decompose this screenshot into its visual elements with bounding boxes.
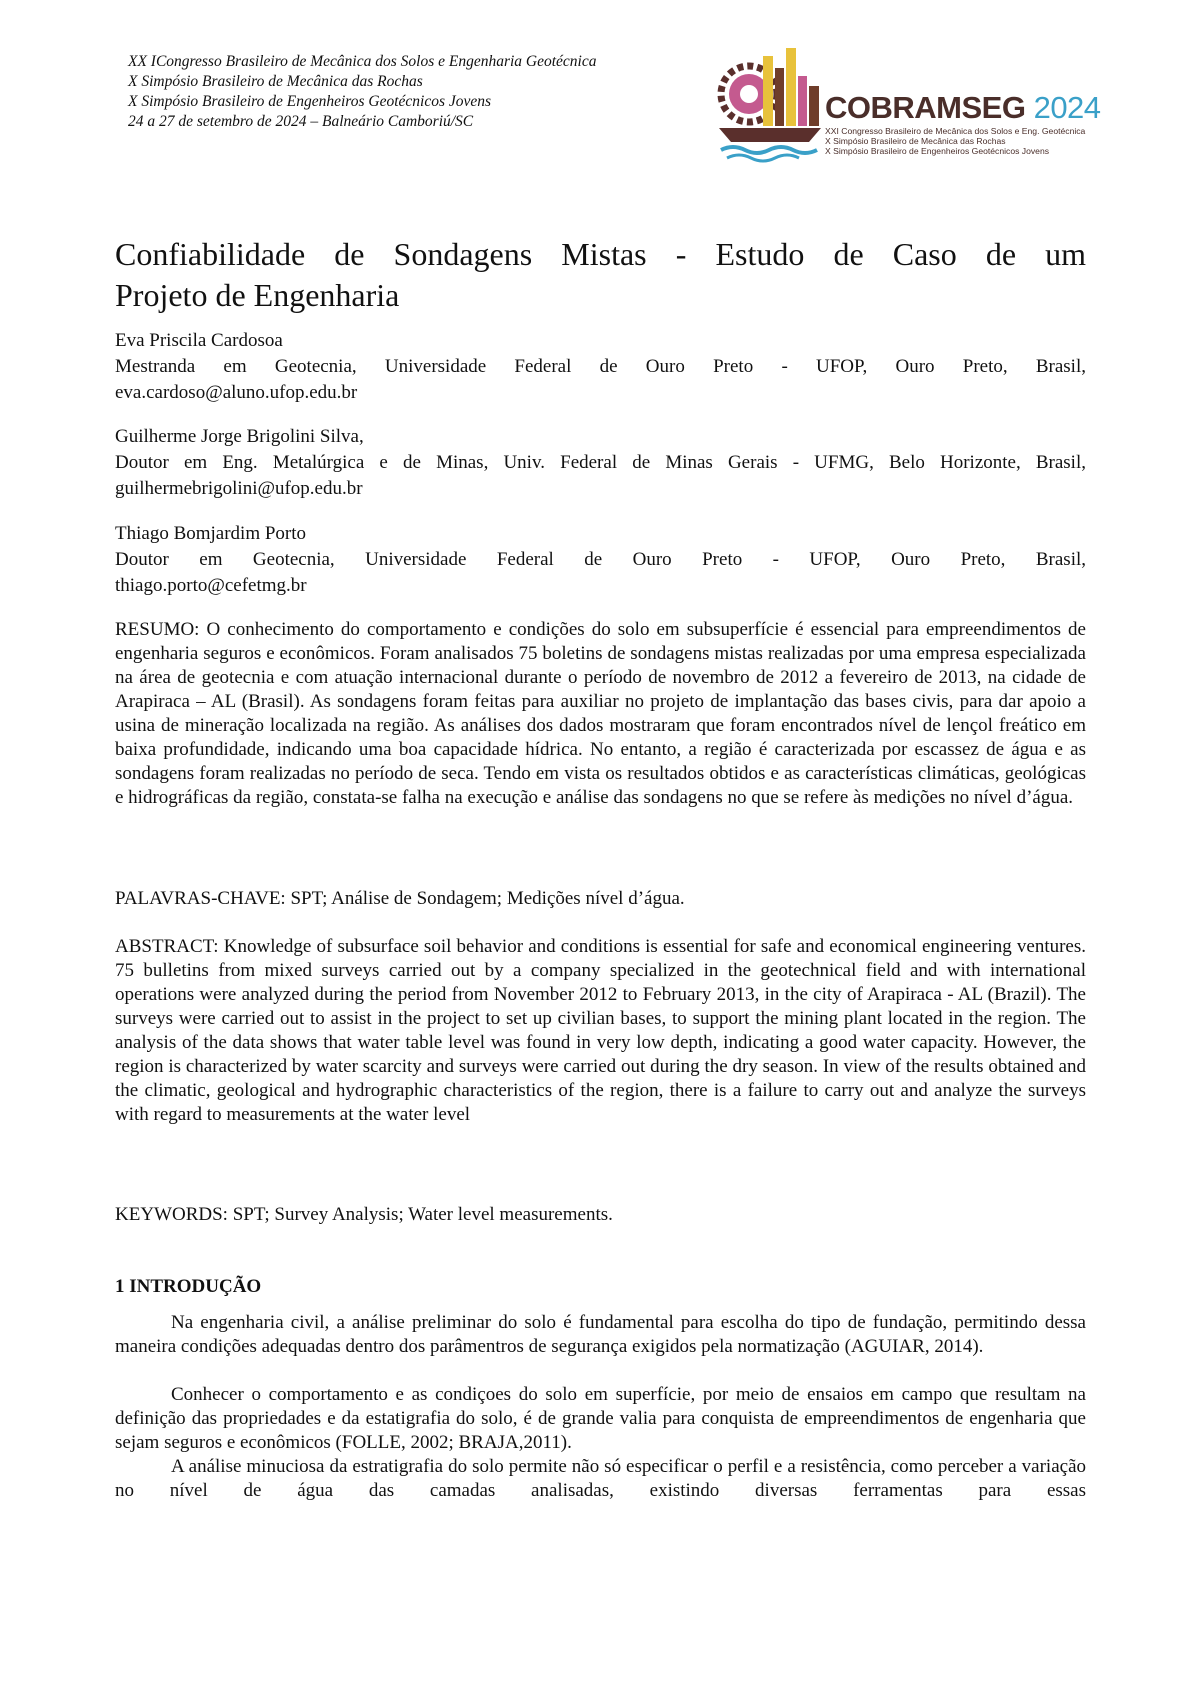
author-block [115,424,1086,502]
author-affiliation: Doutor em Geotecnia, Universidade Federal de Ouro Preto - UFOP, Ouro Preto, Brasil, [115,549,1086,570]
logo-subtitle: X Simpósio Brasileiro de Engenheiros Geotécnicos Jovens [825,146,1050,156]
author-block [115,521,1086,599]
keywords: KEYWORDS: SPT; Survey Analysis; Water level measurements. [115,1204,613,1225]
author-name: Guilherme Jorge Brigolini Silva, [115,426,364,447]
author-name: Thiago Bomjardim Porto [115,523,307,544]
author-email: thiago.porto@cefetmg.br [115,575,307,596]
logo-emblem-icon [713,46,825,164]
header-line: 24 a 27 de setembro de 2024 – Balneário Camboriú/SC [128,113,474,130]
author-affiliation: Mestranda em Geotecnia, Universidade Federal de Ouro Preto - UFOP, Ouro Preto, Brasil, [115,356,1086,377]
resumo-paragraph: RESUMO: O conhecimento do comportamento e condições do solo em subsuperfície é essencial para empreendimentos de engenharia seguros e econômicos. Foram analisados 75 boletins de sondagens mistas realizadas por uma empresa especializada na área de geotecnia e com atuação internacional durante o período de novembro de 2012 a fevereiro de 2013, na cidade de Arapiraca – AL (Brasil). As sondagens foram feitas para auxiliar no projeto de implantação das bases civis, para dar apoio a usina de mineração localizada na região. As análises dos dados mostraram que foram encontrados nível de lençol freático em baixa profundidade, indicando uma boa capacidade hídrica. No entanto, a região é caracterizada por escassez de água e as sondagens foram realizadas no período de seca. Tendo em vista os resultados obtidos e as características climáticas, geológicas e hidrográficas da região, constata-se falha na execução e análise das sondagens no que se refere às medições no nível d’água. [115,619,1086,808]
body-paragraph: A análise minuciosa da estratigrafia do solo permite não só especificar o perfil e a resistência, como perceber a variação no nível de água das camadas analisadas, existindo diversas ferramentas para essas [115,1456,1086,1501]
conference-header [128,52,688,132]
paper-title [115,234,1086,316]
author-block [115,328,1086,406]
cobramseg-logo [713,46,1133,166]
body-paragraph: Na engenharia civil, a análise preliminar do solo é fundamental para escolha do tipo de fundação, permitindo dessa maneira condições adequadas dentro dos parâmentros de segurança exigidos pela normatização (AGUIAR, 2014). [115,1312,1086,1357]
author-affiliation: Doutor em Eng. Metalúrgica e de Minas, Univ. Federal de Minas Gerais - UFMG, Belo Horizonte, Brasil, [115,452,1086,473]
palavras-chave: PALAVRAS-CHAVE: SPT; Análise de Sondagem; Medições nível d’água. [115,888,685,909]
title-line: Projeto de Engenharia [115,277,400,313]
author-email: eva.cardoso@aluno.ufop.edu.br [115,382,358,403]
header-line: X Simpósio Brasileiro de Mecânica das Rochas [128,73,423,90]
logo-year: 2024 [1033,90,1101,125]
body-paragraph: Conhecer o comportamento e as condiçoes do solo em superfície, por meio de ensaios em campo que resultam na definição das propriedades e da estatigrafia do solo, é de grande valia para conquista de empreendimentos de engenharia que sejam seguros e econômicos (FOLLE, 2002; BRAJA,2011). [115,1384,1086,1453]
abstract-paragraph: ABSTRACT: Knowledge of subsurface soil behavior and conditions is essential for safe and economical engineering ventures. 75 bulletins from mixed surveys carried out by a company specialized in the geotechnical field and with international operations were analyzed during the period from November 2012 to February 2013, in the city of Arapiraca - AL (Brazil). The surveys were carried out to assist in the project to set up civilian bases, to support the mining plant located in the region. The analysis of the data shows that water table level was found in very low depth, indicating a good water capacity. However, the region is characterized by water scarcity and surveys were carried out during the dry season. In view of the results obtained and the climatic, geological and hydrographic characteristics of the region, there is a failure to carry out and analyze the surveys with regard to measurements at the water level [115,936,1086,1125]
title-line: Confiabilidade de Sondagens Mistas - Estudo de Caso de um [115,236,1086,272]
author-name: Eva Priscila Cardosoa [115,330,283,351]
logo-brand: COBRAMSEG 2024 [825,90,1101,125]
logo-subtitle: X Simpósio Brasileiro de Mecânica das Rochas [825,136,1006,146]
section-heading: 1 INTRODUÇÃO [115,1276,262,1297]
logo-subtitle: XXI Congresso Brasileiro de Mecânica dos Solos e Eng. Geotécnica [825,126,1086,136]
header-line: XX ICongresso Brasileiro de Mecânica dos Solos e Engenharia Geotécnica [128,53,597,70]
header-line: X Simpósio Brasileiro de Engenheiros Geotécnicos Jovens [128,93,492,110]
author-email: guilhermebrigolini@ufop.edu.br [115,478,363,499]
